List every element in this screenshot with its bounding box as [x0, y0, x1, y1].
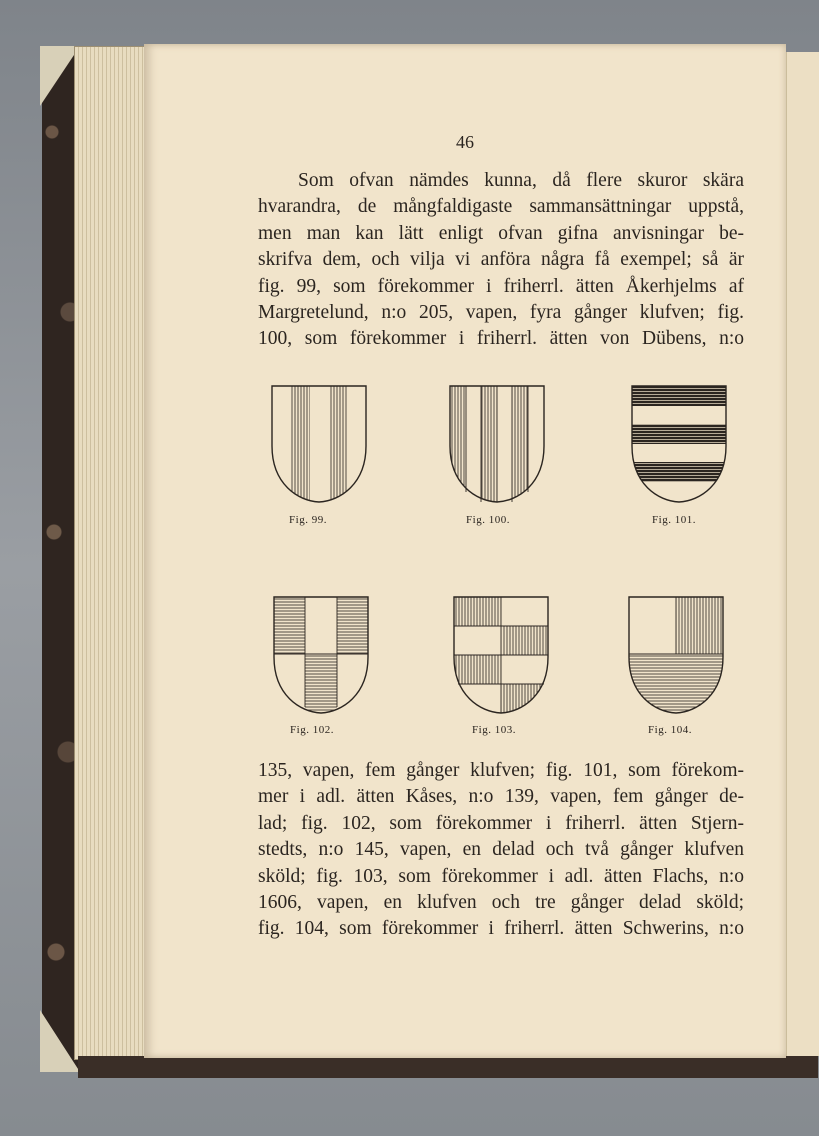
text-line: skrifva dem, och vilja vi anföra några få exempel; så är: [258, 249, 744, 271]
shield-fess-bars-icon: [630, 384, 728, 504]
text-line: stedts, n:o 145, vapen, en delad och två gånger klufven: [258, 839, 744, 861]
figure-caption: Fig. 101.: [652, 514, 696, 526]
text-line: 100, som förekommer i friherrl. ätten von Dübens, n:o: [258, 328, 744, 350]
shield-pale-three-hatched-icon: [448, 384, 546, 504]
text-line: Margretelund, n:o 205, vapen, fyra gånger klufven; fig.: [258, 302, 744, 324]
figure-caption: Fig. 100.: [466, 514, 510, 526]
page-number: 46: [456, 132, 474, 152]
paragraph-bottom: [258, 758, 744, 943]
text-line: 135, vapen, fem gånger klufven; fig. 101, som förekom-: [258, 760, 744, 781]
shield-pale-two-hatched-icon: [270, 384, 368, 504]
text-line: men man kan lätt enligt ofvan gifna anvisningar be-: [258, 222, 744, 244]
text-line: fig. 104, som förekommer i friherrl. ätten Schwerins, n:o: [258, 918, 744, 940]
figure-caption: Fig. 102.: [290, 724, 334, 736]
shield-quartered-cross-icon: [272, 595, 370, 715]
figure-104: [627, 595, 725, 715]
figure-caption: Fig. 103.: [472, 724, 516, 736]
figure-100: [448, 384, 546, 504]
text-line: lad; fig. 102, som förekommer i friherrl. ätten Stjern-: [258, 812, 744, 834]
figure-103: [452, 595, 550, 715]
text-line: mer i adl. ätten Kåses, n:o 139, vapen, fem gånger de-: [258, 786, 744, 808]
text-line: Som ofvan nämdes kunna, då flere skuror skära: [298, 170, 744, 191]
shield-quarter-parted-icon: [627, 595, 725, 715]
paragraph-top: [258, 168, 744, 353]
text-line: fig. 99, som förekommer i friherrl. ätten Åkerhjelms af: [258, 275, 744, 297]
facing-page-edge: [785, 52, 819, 1056]
figure-caption: Fig. 104.: [648, 724, 692, 736]
book-cover-bottom: [78, 1056, 818, 1078]
figure-101: [630, 384, 728, 504]
figure-102: [272, 595, 370, 715]
text-line: sköld; fig. 103, som förekommer i adl. ätten Flachs, n:o: [258, 865, 744, 887]
shield-checkered-icon: [452, 595, 550, 715]
text-line: 1606, vapen, en klufven och tre gånger delad sköld;: [258, 892, 744, 914]
text-line: hvarandra, de mångfaldigaste sammansättningar uppstå,: [258, 196, 744, 218]
book-page: [144, 44, 786, 1058]
figure-caption: Fig. 99.: [289, 514, 327, 526]
figure-99: [270, 384, 368, 504]
